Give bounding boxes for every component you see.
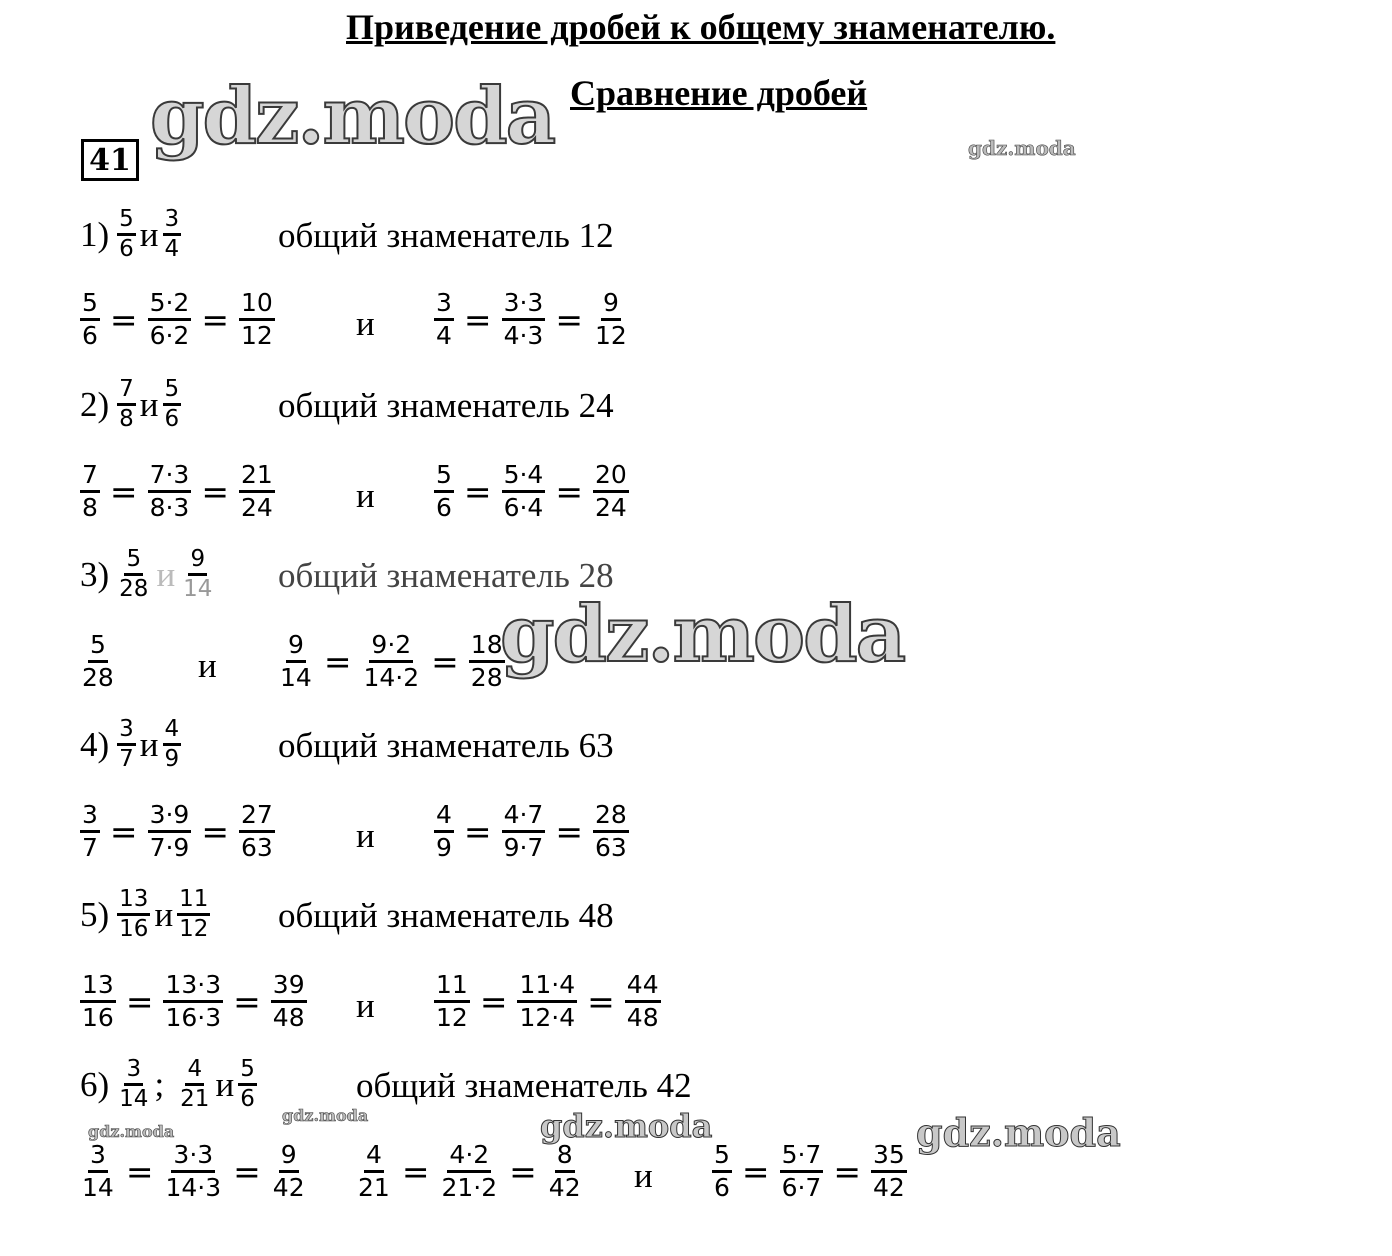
watermark-logo: gdz.moda [150, 71, 555, 162]
conjunction: и [139, 214, 159, 254]
fraction: $\frac{35}{42}$ [872, 1140, 905, 1202]
equals-sign: = [201, 471, 229, 511]
problem-label: 4) [80, 724, 110, 764]
common-denominator: общий знаменатель 24 [278, 386, 614, 425]
fraction: $\frac{4}{9}$ [436, 800, 452, 862]
equation-chain [434, 288, 629, 350]
equals-sign: = [109, 471, 138, 511]
equals-sign: = [463, 471, 492, 511]
fraction: $\frac{13}{16}$ [82, 970, 114, 1032]
fraction: $\frac{4\cdot 7}{9\cdot 7}$ [503, 800, 544, 862]
problem-statement [80, 206, 181, 263]
equals-sign: = [323, 641, 352, 681]
conjunction: и [139, 384, 159, 424]
equals-sign: = [587, 981, 615, 1021]
equals-sign: = [109, 299, 138, 339]
fraction: $\frac{18}{28}$ [470, 630, 503, 692]
equals-sign: = [201, 299, 229, 339]
watermark-logo: gdz.moda [282, 1106, 369, 1125]
conjunction: и [215, 1064, 235, 1104]
fraction: $\frac{4}{21}$ [358, 1140, 390, 1202]
fraction: $\frac{10}{12}$ [240, 288, 273, 350]
equals-sign: = [463, 811, 492, 851]
fraction: $\frac{3\cdot 9}{7\cdot 9}$ [149, 800, 190, 862]
fraction: $\frac{5}{6}$ [714, 1140, 730, 1202]
fraction: $\frac{7}{8}$ [82, 460, 98, 522]
watermark-logo: gdz.moda [500, 589, 905, 680]
equals-sign: = [125, 981, 154, 1021]
fraction: $\frac{5}{6}$ [436, 460, 452, 522]
equation-chain [434, 800, 629, 862]
equation-chain [80, 460, 275, 522]
fraction: $\frac{5}{6}$ [82, 288, 98, 350]
fraction: $\frac{3}{7}$ [82, 800, 98, 862]
conjunction: и [198, 646, 217, 685]
conjunction: и [139, 724, 159, 764]
equation-chain [712, 1140, 907, 1202]
fraction: $\frac{4}{9}$ [164, 716, 180, 773]
exercise-number: 41 [81, 139, 139, 181]
equals-sign: = [109, 811, 138, 851]
fraction: $\frac{44}{48}$ [626, 970, 659, 1032]
common-denominator: общий знаменатель 63 [278, 726, 614, 765]
fraction: $\frac{3}{4}$ [436, 288, 452, 350]
fraction: $\frac{5}{28}$ [82, 630, 114, 692]
fraction: $\frac{5}{6}$ [240, 1056, 255, 1113]
equals-sign: = [555, 299, 583, 339]
fraction: $\frac{4\cdot 2}{21\cdot 2}$ [441, 1140, 498, 1202]
page-subtitle: Сравнение дробей [570, 73, 868, 113]
common-denominator: общий знаменатель 28 [278, 556, 614, 595]
fraction: $\frac{3}{14}$ [119, 1056, 149, 1113]
problem-statement [80, 716, 181, 773]
problem-statement [80, 546, 214, 603]
fraction: $\frac{13}{16}$ [119, 886, 149, 943]
equation-chain [356, 1140, 583, 1202]
fraction: $\frac{11}{12}$ [179, 886, 209, 943]
watermark-logo: gdz.moda [540, 1107, 713, 1145]
problem-statement [80, 376, 181, 433]
conjunction: и [356, 816, 375, 855]
equation-chain [434, 460, 629, 522]
problem-label: 6) [80, 1064, 110, 1104]
fraction: $\frac{7\cdot 3}{8\cdot 3}$ [149, 460, 190, 522]
fraction: $\frac{5\cdot 2}{6\cdot 2}$ [149, 288, 190, 350]
equation-chain [434, 970, 661, 1032]
fraction: $\frac{11}{12}$ [436, 970, 468, 1032]
equals-sign: = [233, 1151, 261, 1191]
conjunction: и [356, 476, 375, 515]
fraction: $\frac{3}{7}$ [119, 716, 134, 773]
fraction: $\frac{9}{12}$ [594, 288, 627, 350]
separator: ; [154, 1064, 165, 1104]
fraction: $\frac{5}{6}$ [164, 376, 180, 433]
fraction: $\frac{13\cdot 3}{16\cdot 3}$ [165, 970, 222, 1032]
equation-chain [278, 630, 505, 692]
equals-sign: = [463, 299, 492, 339]
equals-sign: = [201, 811, 229, 851]
fraction: $\frac{5\cdot 7}{6\cdot 7}$ [781, 1140, 822, 1202]
equals-sign: = [509, 1151, 537, 1191]
equals-sign: = [555, 471, 583, 511]
fraction: $\frac{21}{24}$ [240, 460, 273, 522]
conjunction: и [356, 986, 375, 1025]
fraction: $\frac{9}{14}$ [183, 546, 213, 603]
equals-sign: = [555, 811, 583, 851]
fraction: $\frac{20}{24}$ [594, 460, 627, 522]
fraction: $\frac{9}{42}$ [272, 1140, 305, 1202]
problem-label: 2) [80, 384, 110, 424]
equals-sign: = [431, 641, 459, 681]
conjunction: и [154, 894, 174, 934]
fraction: $\frac{28}{63}$ [594, 800, 627, 862]
fraction: $\frac{5\cdot 4}{6\cdot 4}$ [503, 460, 544, 522]
problem-statement [80, 1056, 257, 1113]
fraction: $\frac{3}{14}$ [82, 1140, 114, 1202]
equation-chain [80, 1140, 307, 1202]
fraction: $\frac{9\cdot 2}{14\cdot 2}$ [363, 630, 420, 692]
common-denominator: общий знаменатель 12 [278, 216, 614, 255]
conjunction: и [634, 1156, 653, 1195]
fraction: $\frac{27}{63}$ [240, 800, 273, 862]
watermark-logo: gdz.moda [968, 136, 1076, 160]
equals-sign: = [125, 1151, 154, 1191]
equals-sign: = [833, 1151, 861, 1191]
page-title: Приведение дробей к общему знаменателю. [346, 7, 1056, 47]
watermark-logo: gdz.moda [88, 1122, 175, 1141]
fraction: $\frac{39}{48}$ [272, 970, 305, 1032]
equals-sign: = [741, 1151, 770, 1191]
equation-chain [80, 630, 116, 692]
problem-label: 3) [80, 554, 110, 594]
fraction: $\frac{4}{21}$ [180, 1056, 210, 1113]
conjunction: и [356, 304, 375, 343]
conjunction: и [156, 554, 176, 594]
common-denominator: общий знаменатель 48 [278, 896, 614, 935]
problem-label: 5) [80, 894, 110, 934]
fraction: $\frac{5}{28}$ [119, 546, 149, 603]
equation-chain [80, 288, 275, 350]
equation-chain [80, 970, 307, 1032]
fraction: $\frac{5}{6}$ [119, 206, 134, 263]
fraction: $\frac{8}{42}$ [548, 1140, 581, 1202]
equation-chain [80, 800, 275, 862]
common-denominator: общий знаменатель 42 [356, 1066, 692, 1105]
fraction: $\frac{9}{14}$ [280, 630, 312, 692]
fraction: $\frac{3\cdot 3}{14\cdot 3}$ [165, 1140, 222, 1202]
fraction: $\frac{3}{4}$ [164, 206, 180, 263]
equals-sign: = [401, 1151, 430, 1191]
problem-label: 1) [80, 214, 110, 254]
fraction: $\frac{7}{8}$ [119, 376, 134, 433]
fraction: $\frac{11\cdot 4}{12\cdot 4}$ [519, 970, 576, 1032]
watermark-logo: gdz.moda [916, 1110, 1121, 1155]
problem-statement [80, 886, 210, 943]
fraction: $\frac{3\cdot 3}{4\cdot 3}$ [503, 288, 544, 350]
equals-sign: = [233, 981, 261, 1021]
equals-sign: = [479, 981, 508, 1021]
